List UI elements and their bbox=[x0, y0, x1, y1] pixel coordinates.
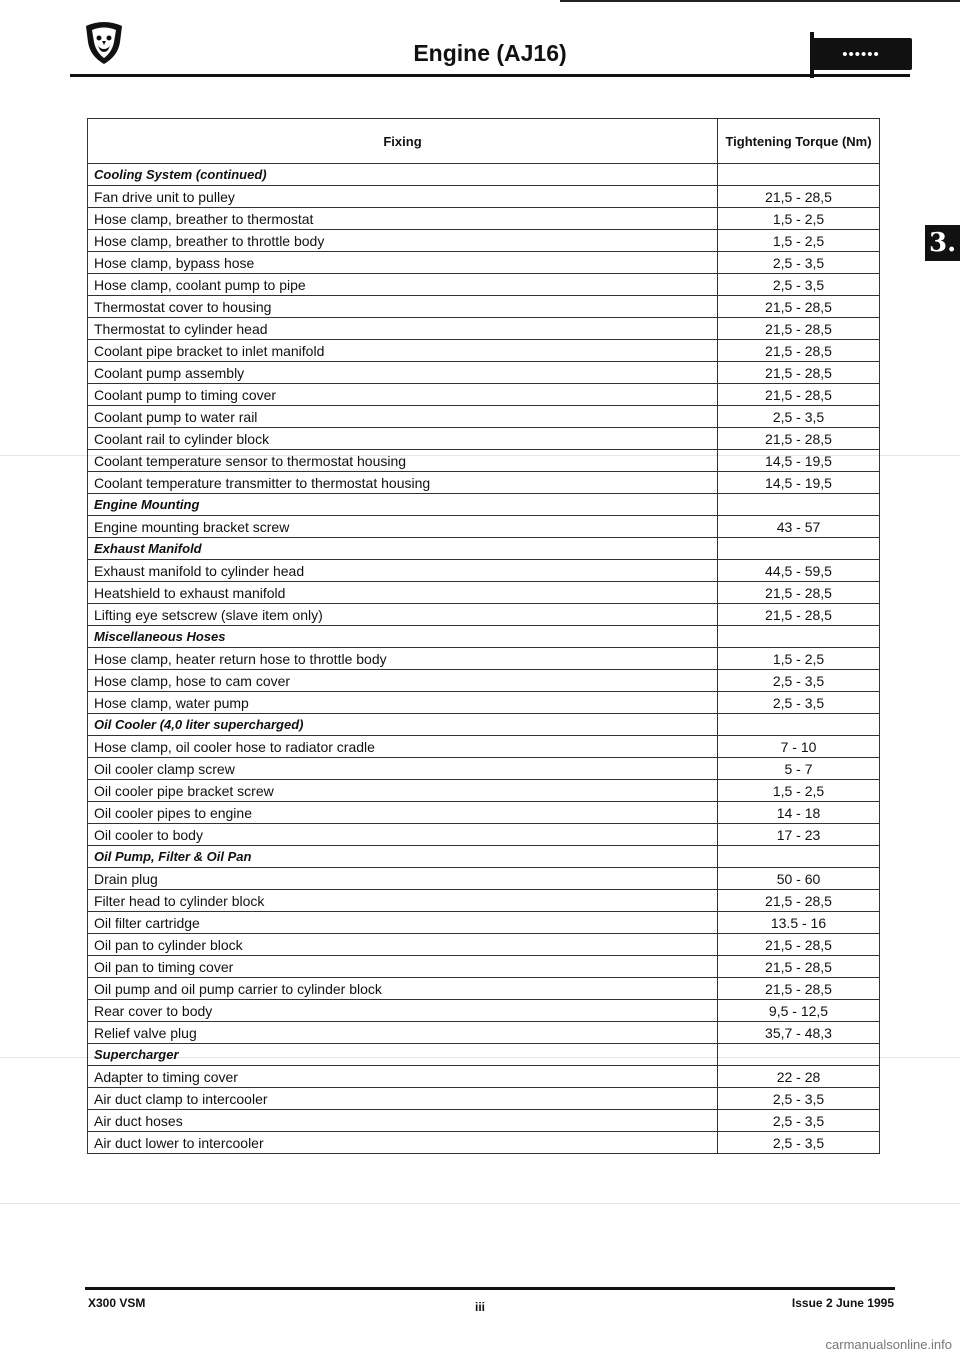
table-row bbox=[88, 802, 880, 824]
torque-cell bbox=[718, 626, 880, 648]
table-row bbox=[88, 692, 880, 714]
table-row bbox=[88, 406, 880, 428]
table-row bbox=[88, 296, 880, 318]
table-section-row bbox=[88, 164, 880, 186]
fixing-cell: Heatshield to exhaust manifold bbox=[88, 582, 718, 604]
table-row bbox=[88, 560, 880, 582]
table-row bbox=[88, 472, 880, 494]
table-section-row bbox=[88, 538, 880, 560]
table-row bbox=[88, 1022, 880, 1044]
fixing-cell: Thermostat cover to housing bbox=[88, 296, 718, 318]
table-row bbox=[88, 340, 880, 362]
fixing-cell: Hose clamp, coolant pump to pipe bbox=[88, 274, 718, 296]
fixing-cell: Oil pan to timing cover bbox=[88, 956, 718, 978]
torque-cell: 22 - 28 bbox=[718, 1066, 880, 1088]
fixing-cell: Thermostat to cylinder head bbox=[88, 318, 718, 340]
torque-cell: 14 - 18 bbox=[718, 802, 880, 824]
table-section-row bbox=[88, 714, 880, 736]
fixing-cell: Air duct clamp to intercooler bbox=[88, 1088, 718, 1110]
table-row bbox=[88, 582, 880, 604]
table-row bbox=[88, 450, 880, 472]
header-rule bbox=[70, 74, 910, 77]
fixing-cell: Engine mounting bracket screw bbox=[88, 516, 718, 538]
table-row bbox=[88, 230, 880, 252]
table-row bbox=[88, 186, 880, 208]
torque-cell: 21,5 - 28,5 bbox=[718, 340, 880, 362]
table-section-row bbox=[88, 846, 880, 868]
fixing-cell: Hose clamp, heater return hose to throttle body bbox=[88, 648, 718, 670]
fixing-cell: Coolant rail to cylinder block bbox=[88, 428, 718, 450]
fixing-cell: Oil pump and oil pump carrier to cylinder block bbox=[88, 978, 718, 1000]
table-row bbox=[88, 1110, 880, 1132]
column-header-fixing: Fixing bbox=[88, 119, 718, 164]
fixing-cell: Drain plug bbox=[88, 868, 718, 890]
section-heading: Oil Pump, Filter & Oil Pan bbox=[88, 846, 718, 868]
page-title: Engine (AJ16) bbox=[413, 40, 567, 66]
torque-cell: 2,5 - 3,5 bbox=[718, 1132, 880, 1154]
table-row bbox=[88, 1088, 880, 1110]
column-header-torque: Tightening Torque (Nm) bbox=[718, 119, 880, 164]
table-row bbox=[88, 868, 880, 890]
torque-cell bbox=[718, 1044, 880, 1066]
fixing-cell: Coolant pipe bracket to inlet manifold bbox=[88, 340, 718, 362]
top-rule bbox=[560, 0, 960, 2]
table-row bbox=[88, 890, 880, 912]
fixing-cell: Coolant temperature sensor to thermostat housing bbox=[88, 450, 718, 472]
torque-cell: 1,5 - 2,5 bbox=[718, 648, 880, 670]
torque-cell: 14,5 - 19,5 bbox=[718, 450, 880, 472]
torque-cell: 13.5 - 16 bbox=[718, 912, 880, 934]
torque-table bbox=[87, 118, 880, 1154]
fixing-cell: Coolant pump assembly bbox=[88, 362, 718, 384]
torque-cell: 1,5 - 2,5 bbox=[718, 780, 880, 802]
fixing-cell: Hose clamp, breather to throttle body bbox=[88, 230, 718, 252]
table-row bbox=[88, 1000, 880, 1022]
footer-rule bbox=[85, 1287, 895, 1290]
fixing-cell: Coolant pump to water rail bbox=[88, 406, 718, 428]
section-heading: Oil Cooler (4,0 liter supercharged) bbox=[88, 714, 718, 736]
torque-cell: 21,5 - 28,5 bbox=[718, 956, 880, 978]
table-row bbox=[88, 648, 880, 670]
fixing-cell: Oil pan to cylinder block bbox=[88, 934, 718, 956]
section-heading: Exhaust Manifold bbox=[88, 538, 718, 560]
table-row bbox=[88, 736, 880, 758]
torque-cell: 44,5 - 59,5 bbox=[718, 560, 880, 582]
torque-cell: 21,5 - 28,5 bbox=[718, 318, 880, 340]
fixing-cell: Filter head to cylinder block bbox=[88, 890, 718, 912]
table-row bbox=[88, 274, 880, 296]
fixing-cell: Hose clamp, hose to cam cover bbox=[88, 670, 718, 692]
torque-cell bbox=[718, 538, 880, 560]
torque-cell: 7 - 10 bbox=[718, 736, 880, 758]
torque-cell: 21,5 - 28,5 bbox=[718, 362, 880, 384]
table-section-row bbox=[88, 494, 880, 516]
table-section-row bbox=[88, 1044, 880, 1066]
table-row bbox=[88, 362, 880, 384]
faint-line bbox=[0, 1203, 960, 1204]
torque-cell: 21,5 - 28,5 bbox=[718, 934, 880, 956]
table-row bbox=[88, 912, 880, 934]
torque-cell: 1,5 - 2,5 bbox=[718, 208, 880, 230]
torque-cell: 21,5 - 28,5 bbox=[718, 428, 880, 450]
table-row bbox=[88, 384, 880, 406]
fixing-cell: Air duct lower to intercooler bbox=[88, 1132, 718, 1154]
table-section-row bbox=[88, 626, 880, 648]
section-heading: Engine Mounting bbox=[88, 494, 718, 516]
watermark: carmanualsonline.info bbox=[825, 1337, 952, 1352]
fixing-cell: Hose clamp, bypass hose bbox=[88, 252, 718, 274]
fixing-cell: Oil cooler pipes to engine bbox=[88, 802, 718, 824]
torque-cell: 2,5 - 3,5 bbox=[718, 1088, 880, 1110]
footer-document-code: X300 VSM bbox=[88, 1296, 146, 1310]
fixing-cell: Oil filter cartridge bbox=[88, 912, 718, 934]
torque-cell: 50 - 60 bbox=[718, 868, 880, 890]
section-heading: Miscellaneous Hoses bbox=[88, 626, 718, 648]
section-tab: 3. bbox=[925, 225, 960, 261]
torque-cell: 1,5 - 2,5 bbox=[718, 230, 880, 252]
table-row bbox=[88, 780, 880, 802]
fixing-cell: Exhaust manifold to cylinder head bbox=[88, 560, 718, 582]
table-row bbox=[88, 252, 880, 274]
torque-cell: 21,5 - 28,5 bbox=[718, 604, 880, 626]
torque-cell bbox=[718, 164, 880, 186]
fixing-cell: Lifting eye setscrew (slave item only) bbox=[88, 604, 718, 626]
torque-cell: 21,5 - 28,5 bbox=[718, 582, 880, 604]
torque-cell: 2,5 - 3,5 bbox=[718, 1110, 880, 1132]
fixing-cell: Hose clamp, breather to thermostat bbox=[88, 208, 718, 230]
torque-cell: 2,5 - 3,5 bbox=[718, 274, 880, 296]
table-row bbox=[88, 1066, 880, 1088]
torque-cell: 35,7 - 48,3 bbox=[718, 1022, 880, 1044]
page-number: iii bbox=[474, 1300, 485, 1314]
fixing-cell: Relief valve plug bbox=[88, 1022, 718, 1044]
fixing-cell: Coolant pump to timing cover bbox=[88, 384, 718, 406]
torque-cell: 2,5 - 3,5 bbox=[718, 252, 880, 274]
fixing-cell: Coolant temperature transmitter to thermostat housing bbox=[88, 472, 718, 494]
fixing-cell: Hose clamp, water pump bbox=[88, 692, 718, 714]
fixing-cell: Hose clamp, oil cooler hose to radiator cradle bbox=[88, 736, 718, 758]
footer-issue-date: Issue 2 June 1995 bbox=[791, 1296, 894, 1310]
torque-cell: 21,5 - 28,5 bbox=[718, 186, 880, 208]
torque-cell: 21,5 - 28,5 bbox=[718, 384, 880, 406]
table-row bbox=[88, 934, 880, 956]
torque-cell: 2,5 - 3,5 bbox=[718, 670, 880, 692]
table-row bbox=[88, 978, 880, 1000]
torque-cell: 17 - 23 bbox=[718, 824, 880, 846]
table-row bbox=[88, 516, 880, 538]
fixing-cell: Fan drive unit to pulley bbox=[88, 186, 718, 208]
torque-cell: 21,5 - 28,5 bbox=[718, 890, 880, 912]
torque-cell bbox=[718, 714, 880, 736]
torque-cell: 14,5 - 19,5 bbox=[718, 472, 880, 494]
torque-cell: 2,5 - 3,5 bbox=[718, 692, 880, 714]
fixing-cell: Rear cover to body bbox=[88, 1000, 718, 1022]
section-heading: Supercharger bbox=[88, 1044, 718, 1066]
table-row bbox=[88, 824, 880, 846]
fixing-cell: Oil cooler clamp screw bbox=[88, 758, 718, 780]
fixing-cell: Air duct hoses bbox=[88, 1110, 718, 1132]
torque-cell: 21,5 - 28,5 bbox=[718, 978, 880, 1000]
torque-cell: 43 - 57 bbox=[718, 516, 880, 538]
section-heading: Cooling System (continued) bbox=[88, 164, 718, 186]
fixing-cell: Oil cooler to body bbox=[88, 824, 718, 846]
table-row bbox=[88, 1132, 880, 1154]
torque-cell bbox=[718, 846, 880, 868]
torque-cell bbox=[718, 494, 880, 516]
table-row bbox=[88, 208, 880, 230]
torque-cell: 2,5 - 3,5 bbox=[718, 406, 880, 428]
table-row bbox=[88, 318, 880, 340]
torque-cell: 9,5 - 12,5 bbox=[718, 1000, 880, 1022]
table-header-row bbox=[88, 119, 880, 164]
fixing-cell: Oil cooler pipe bracket screw bbox=[88, 780, 718, 802]
table-row bbox=[88, 956, 880, 978]
fixing-cell: Adapter to timing cover bbox=[88, 1066, 718, 1088]
table-row bbox=[88, 670, 880, 692]
torque-cell: 5 - 7 bbox=[718, 758, 880, 780]
section-marker-dots: •••••• bbox=[810, 38, 912, 70]
table-row bbox=[88, 604, 880, 626]
table-row bbox=[88, 758, 880, 780]
torque-cell: 21,5 - 28,5 bbox=[718, 296, 880, 318]
table-row bbox=[88, 428, 880, 450]
